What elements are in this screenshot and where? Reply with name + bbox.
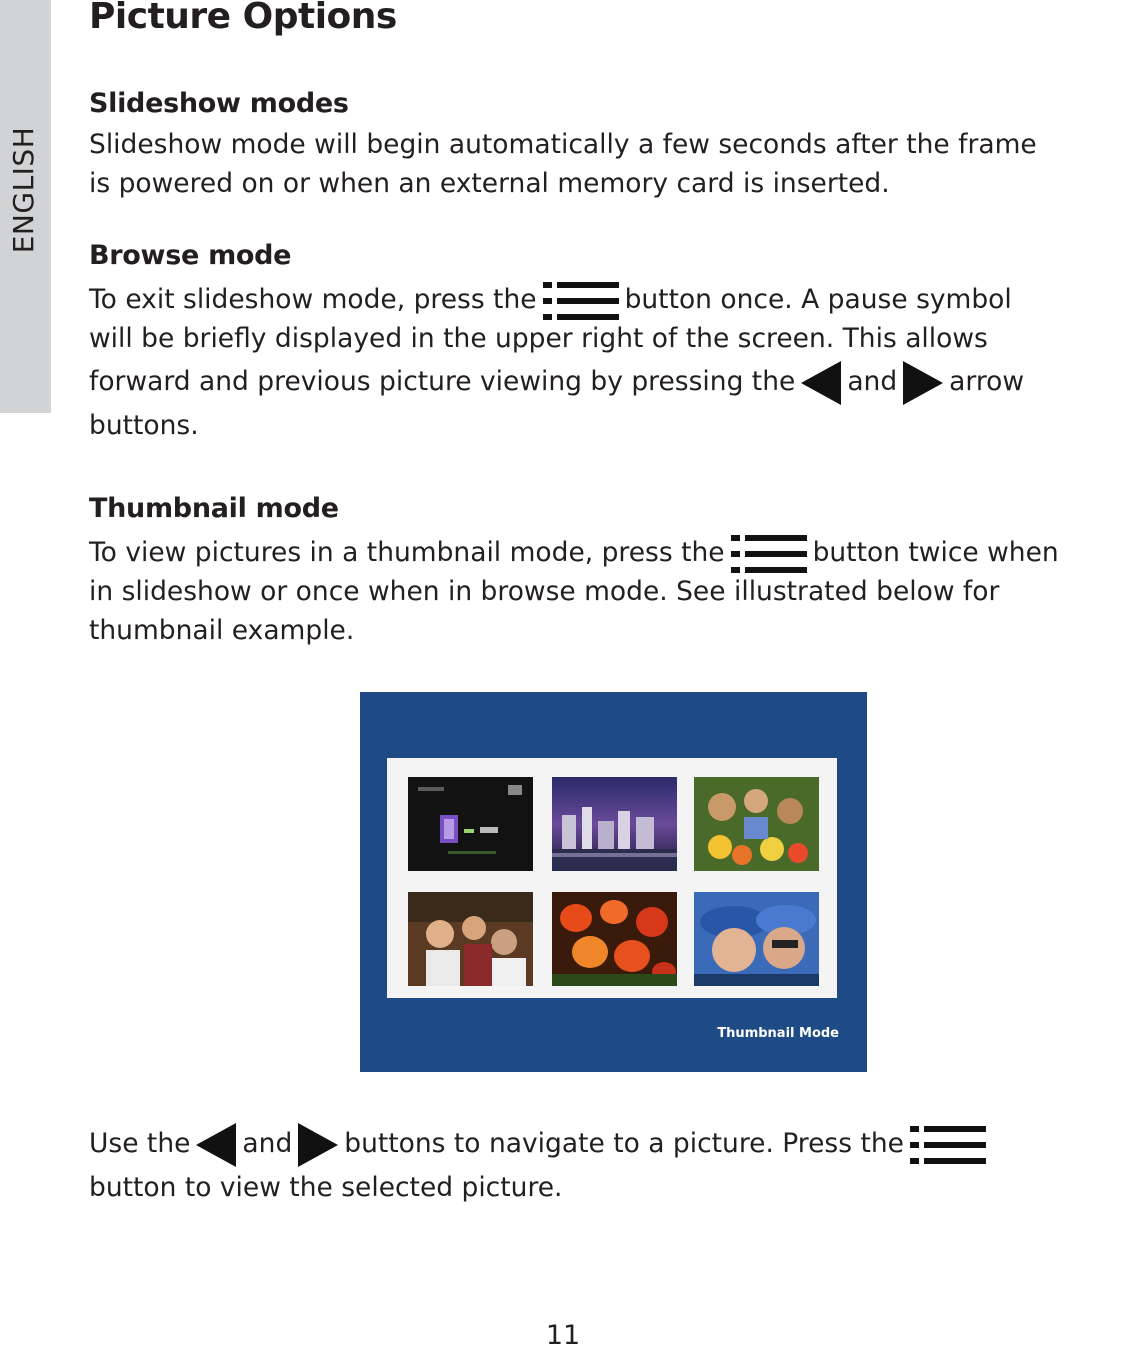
navigate-text-1c: buttons to navigate to a picture. Press the [344,1128,904,1159]
thumbnail-text-1b: button twice when [812,537,1059,568]
thumbnail-line-1 [89,533,1126,572]
browse-text-3c: arrow [949,366,1025,397]
tulips-photo [552,892,677,986]
slideshow-line-2: is powered on or when an external memory card is inserted. [89,168,890,199]
thumbnail-grid [387,758,837,998]
language-label: ENGLISH [7,126,40,254]
city-skyline-photo [552,777,677,871]
kids-hats-photo [694,892,819,986]
browse-heading: Browse mode [89,240,292,271]
page-number: 11 [545,1320,581,1351]
slideshow-paragraph [89,125,1126,203]
language-tab [0,0,51,413]
menu-button-icon [910,1126,986,1164]
thumbnail-heading: Thumbnail mode [89,493,339,524]
navigate-paragraph [89,1120,1126,1207]
thumbnail-mode-illustration [360,692,867,1072]
browse-text-1b: button once. A pause symbol [624,284,1012,315]
navigate-line-2: button to view the selected picture. [89,1172,563,1203]
thumbnail-line-3: thumbnail example. [89,615,355,646]
navigate-text-1b: and [242,1128,293,1159]
navigate-text-1a: Use the [89,1128,191,1159]
menu-screen-photo [408,777,533,871]
slideshow-line-1: Slideshow mode will begin automatically a few seconds after the frame [89,129,1037,160]
browse-text-3a: forward and previous picture viewing by pressing the [89,366,796,397]
slideshow-heading: Slideshow modes [89,88,349,119]
browse-text-1a: To exit slideshow mode, press the [89,284,537,315]
menu-button-icon [731,535,807,573]
family-photo [408,892,533,986]
left-arrow-icon [801,361,841,405]
browse-line-3 [89,358,1126,406]
children-flowers-photo [694,777,819,871]
left-arrow-icon [196,1123,236,1167]
browse-paragraph [89,280,1126,445]
browse-line-2: will be briefly displayed in the upper right of the screen. This allows [89,323,988,354]
menu-button-icon [543,282,619,320]
right-arrow-icon [903,361,943,405]
thumbnail-text-1a: To view pictures in a thumbnail mode, press the [89,537,725,568]
thumbnail-line-2: in slideshow or once when in browse mode. See illustrated below for [89,576,1000,607]
browse-text-3b: and [847,366,898,397]
browse-line-4: buttons. [89,410,199,441]
thumbnail-paragraph [89,533,1126,650]
browse-line-1 [89,280,1126,319]
thumbnail-mode-caption: Thumbnail Mode [717,1026,839,1041]
right-arrow-icon [298,1123,338,1167]
page-title: Picture Options [89,0,397,37]
navigate-line-1 [89,1120,1126,1168]
